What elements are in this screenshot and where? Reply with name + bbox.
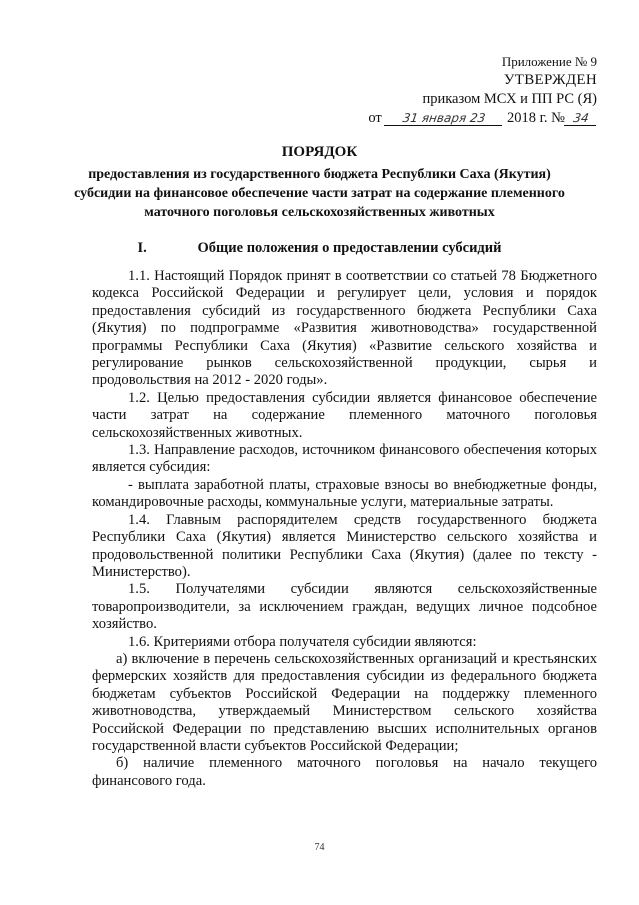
paragraph-1-5: 1.5. Получателями субсидии являются сельскохозяйственные товаропроизводители, за исключением граждан, ведущих личное подсобное хозяйство. <box>92 581 597 633</box>
annex-label: Приложение № 9 <box>501 54 597 69</box>
paragraph-1-2: 1.2. Целью предоставления субсидии является финансовое обеспечение части затрат на содержание племенного маточного поголовья сельскохозяйственных животных. <box>92 389 597 441</box>
document-body <box>92 268 597 790</box>
document-title <box>0 144 639 222</box>
approved-label: УТВЕРЖДЕН <box>503 72 597 88</box>
handwritten-date: 31 января 23 <box>384 111 504 126</box>
handwritten-number: 34 <box>564 111 598 126</box>
paragraph-1-3-item: - выплата заработной платы, страховые взносы во внебюджетные фонды, командировочные расходы, коммунальные услуги, материальные затраты. <box>92 476 597 511</box>
paragraph-1-4: 1.4. Главным распорядителем средств государственного бюджета Республики Саха (Якутия) является Министерство сельского хозяйства и продовольственной политики Республики Саха (Якутия) (далее по тексту - Министерство). <box>92 511 597 580</box>
from-label: от <box>368 110 382 126</box>
paragraph-1-1: 1.1. Настоящий Порядок принят в соответствии со статьей 78 Бюджетного кодекса Российской Федерации и регулирует цели, условия и порядок предоставления субсидий из государственного бюджета Республики Саха (Якутия) по подпрограмме «Развития животноводства» государственной программы Республики Саха (Якутия) «Развитие сельского хозяйства и регулирование рынков сельскохозяйственной продукции, сырья и продовольствия на 2012 - 2020 годы». <box>92 268 597 389</box>
paragraph-1-6-a: а) включение в перечень сельскохозяйственных организаций и крестьянских фермерских хозяйств для предоставления субсидии из федерального бюджета бюджетам субъектов Российской Федерации на поддержку племенного животноводства, утверждаемый Министерством сельского хозяйства Российской Федерации по представлению высших исполнительных органов государственной власти субъектов Российской Федерации; <box>92 650 597 754</box>
section-title: Общие положения о предоставлении субсидий <box>197 240 502 256</box>
title-subtitle: предоставления из государственного бюджета Республики Саха (Якутия) субсидии на финансовое обеспечение части затрат на содержание племенного маточного поголовья сельскохозяйственных животных <box>74 167 565 220</box>
paragraph-1-6: 1.6. Критериями отбора получателя субсидии являются: <box>128 633 477 650</box>
year-label: 2018 г. № <box>506 110 565 126</box>
section-heading <box>0 240 639 257</box>
paragraph-1-6-b: б) наличие племенного маточного поголовья на начало текущего финансового года. <box>92 755 597 789</box>
title-main: ПОРЯДОК <box>281 144 358 160</box>
page-number: 74 <box>314 842 325 853</box>
section-number: I. <box>137 240 147 256</box>
order-label: приказом МСХ и ПП РС (Я) <box>422 91 597 107</box>
approval-header <box>368 52 597 128</box>
paragraph-1-3: 1.3. Направление расходов, источником финансового обеспечения которых является субсидия: <box>92 442 597 476</box>
order-date-line <box>368 109 597 128</box>
